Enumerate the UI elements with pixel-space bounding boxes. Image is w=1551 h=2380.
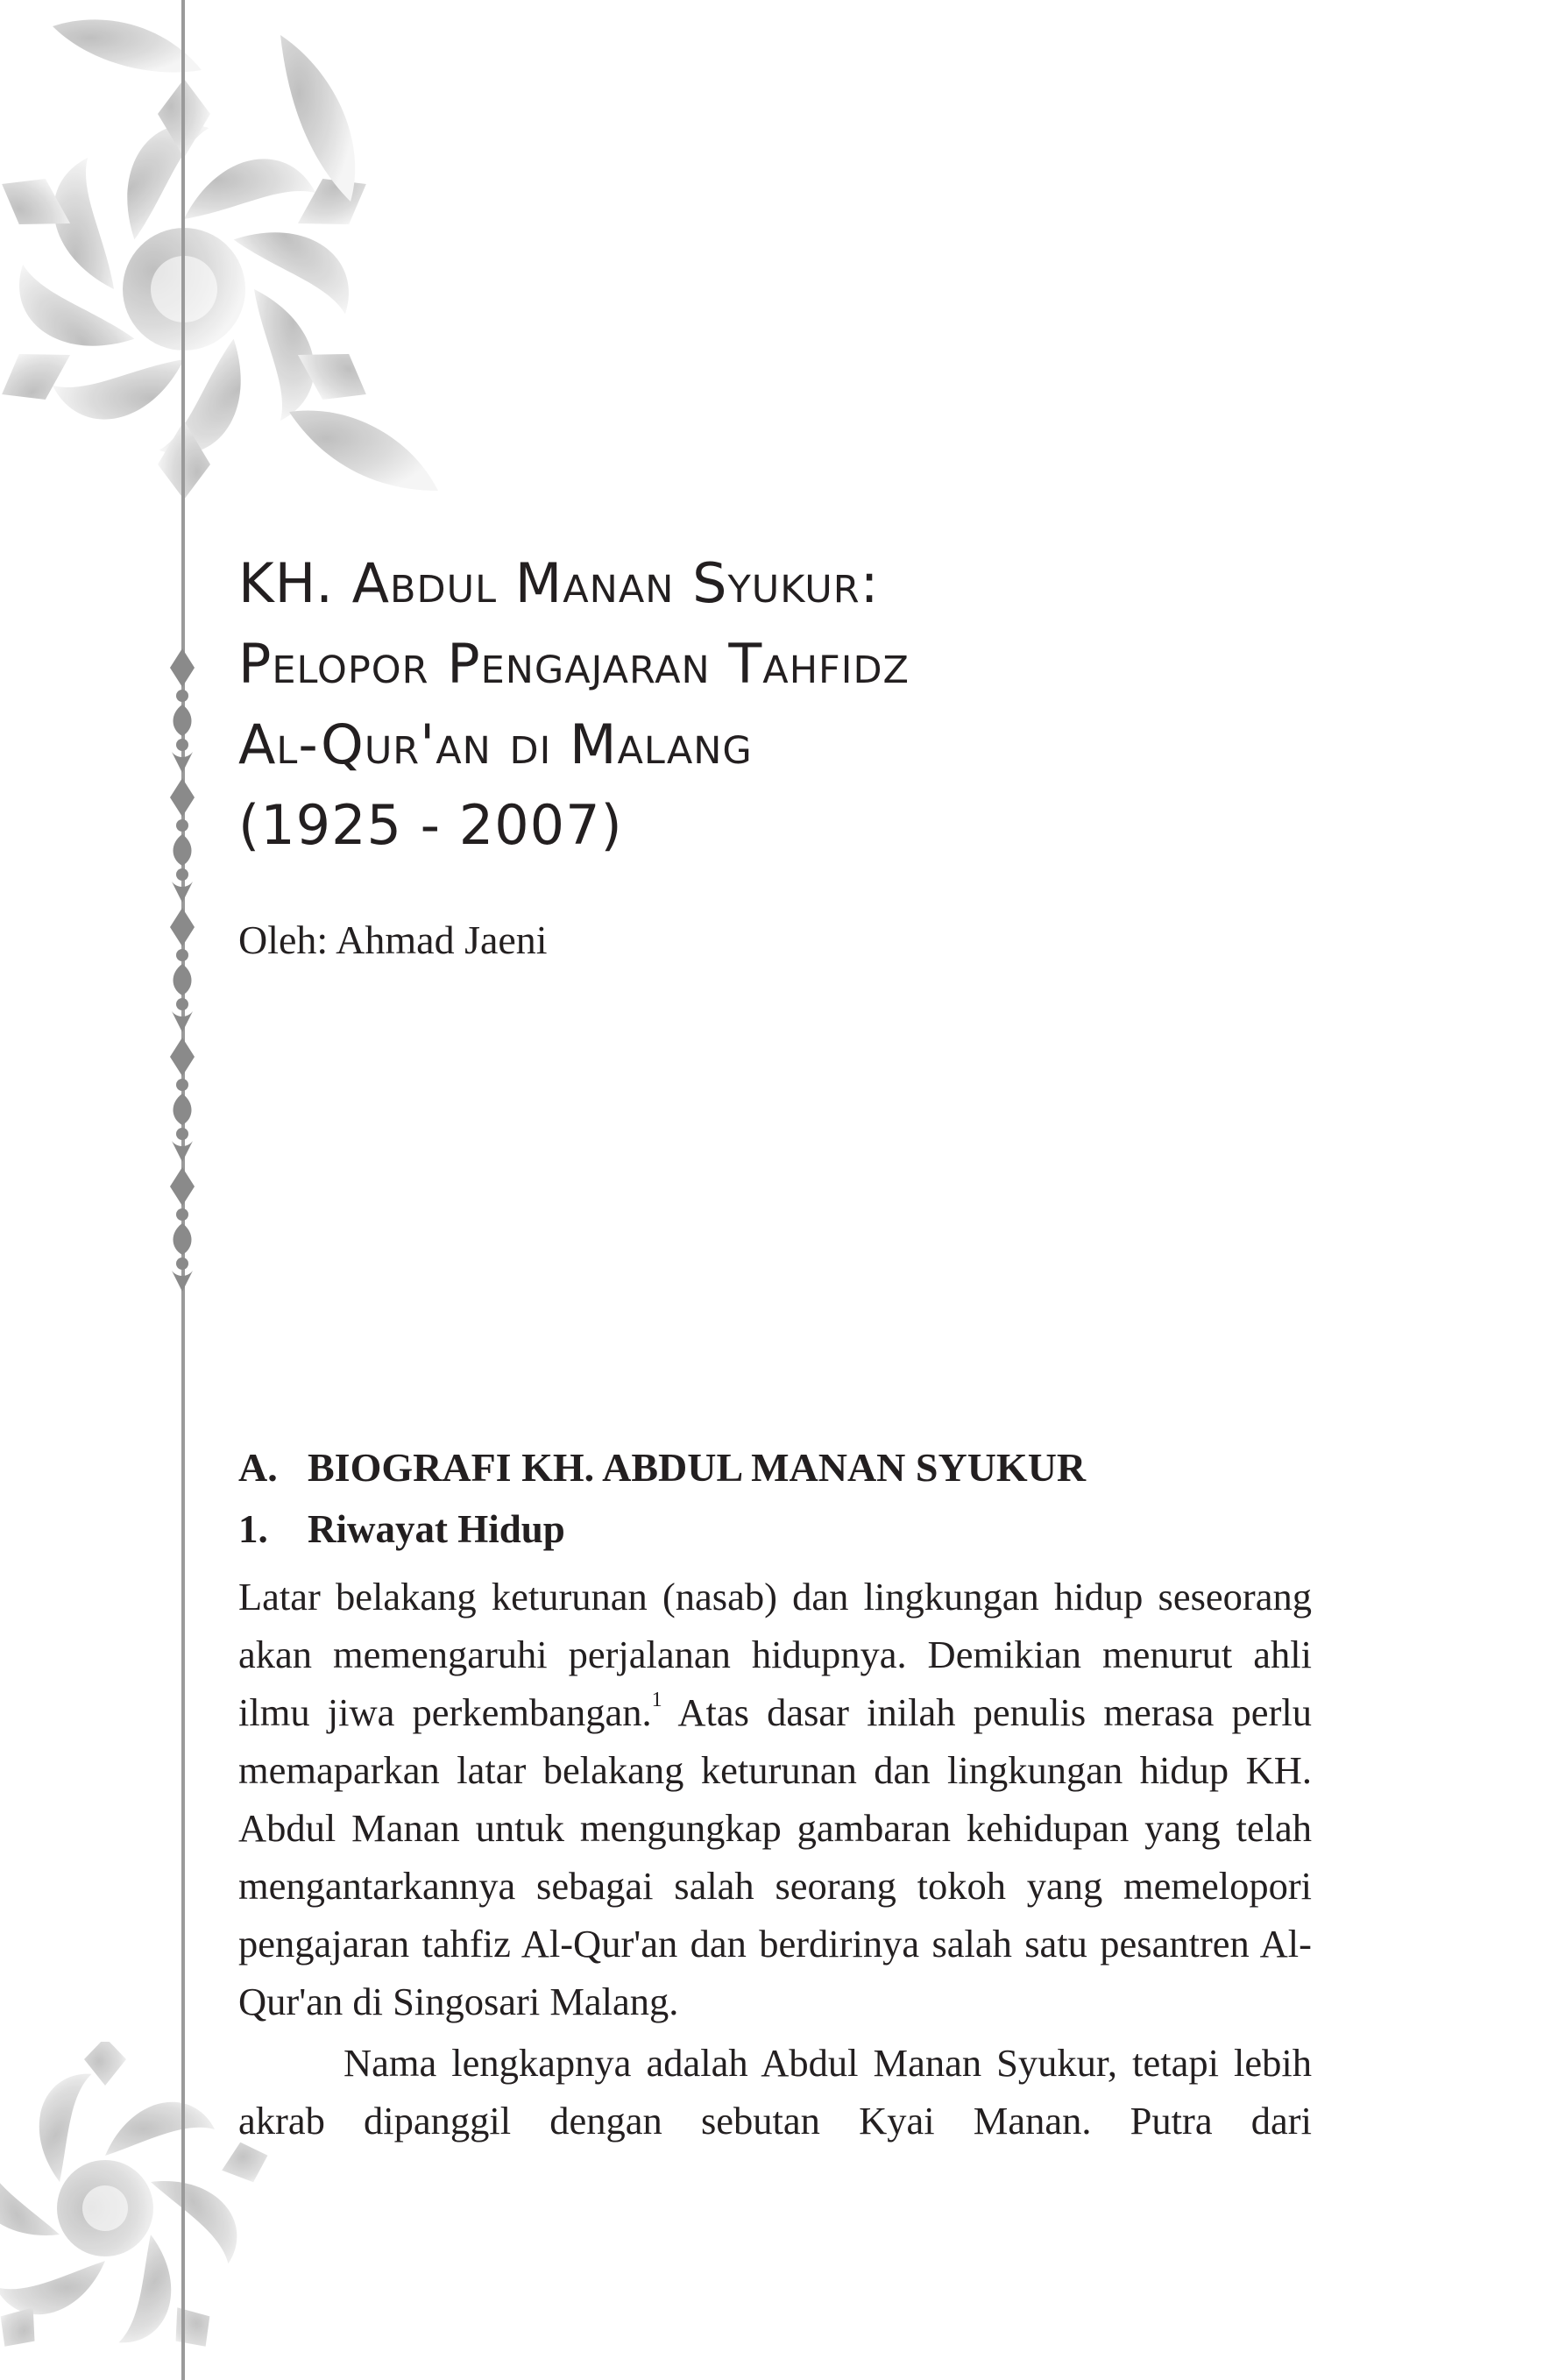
paragraph-1 (238, 1568, 1312, 2030)
section-heading (238, 1441, 1086, 1494)
subsection-heading (238, 1503, 565, 1555)
author-byline: Oleh: Ahmad Jaeni (238, 917, 548, 962)
subsection-number: 1. (238, 1507, 268, 1551)
section-title: BIOGRAFI KH. ABDUL MANAN SYUKUR (308, 1445, 1087, 1490)
section-number: A. (238, 1445, 278, 1490)
paragraph-1-part-1: Latar belakang keturunan (nasab) dan lingkungan hidup seseorang akan memengaruhi perjalanan hidupnya. Demikian menurut ahli ilmu jiwa perkembangan. (238, 1575, 1312, 1734)
subsection-title: Riwayat Hidup (308, 1507, 565, 1551)
paragraph-2: Nama lengkapnya adalah Abdul Manan Syukur, tetapi lebih akrab dipanggil dengan sebutan Kyai Manan. Putra dari (238, 2041, 1312, 2143)
chapter-title-line-3: Al-Qur'an di Malang (238, 712, 753, 776)
chapter-title-line-1: KH. Abdul Manan Syukur: (238, 551, 880, 615)
paragraph-1-part-2: Atas dasar inilah penulis merasa perlu memaparkan latar belakang keturunan dan lingkungan hidup KH. Abdul Manan untuk mengungkap gambaran kehidupan yang telah mengantarkannya sebagai salah seorang tokoh yang memelopori pengajaran tahfiz Al-Qur'an dan berdirinya salah satu pesantren Al-Qur'an di Singosari Malang. (238, 1690, 1312, 2023)
chapter-title-line-2: Pelopor Pengajaran Tahfidz (238, 632, 910, 696)
ornamental-chain (159, 648, 205, 1297)
floral-ornament-top (0, 0, 491, 543)
body-text (238, 1568, 1312, 2150)
chapter-title (238, 543, 1377, 866)
footnote-ref[interactable]: 1 (651, 1689, 662, 1711)
chapter-title-line-4: (1925 - 2007) (238, 793, 623, 857)
